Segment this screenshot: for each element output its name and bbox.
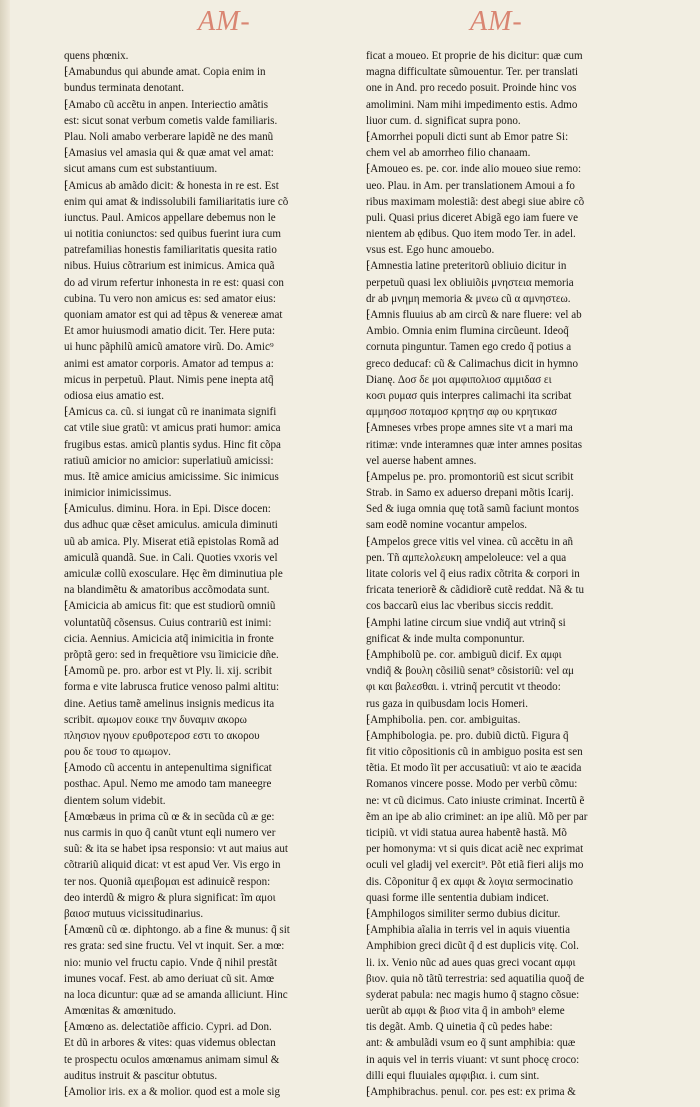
text-line: deo interdũ & migro & plura significat: ĩm αμοι <box>64 891 276 904</box>
text-line: ⁅Amabundus qui abunde amat. Copia enim in <box>64 66 266 79</box>
text-line: πλησιον ηγουν ερυθροτεροσ εστι το ακορου <box>64 729 260 742</box>
text-line: ⁅Amicus ab amãdo dicit: & honesta in re est. Est <box>64 179 279 192</box>
text-line: quoniam amator est qui ad tẽpus & venereæ amat <box>64 309 283 321</box>
text-line: cubina. Tu vero non amicus es: sed amator eius: <box>64 292 277 305</box>
text-line: ueo. Plau. in Am. per translationem Amoui a fo <box>366 179 575 192</box>
text-line: imunes vocaf. Fest. ab amo deriuat cũ sit. Amœ <box>64 972 275 985</box>
text-line: ⁅Amasius vel amasia qui & quæ amat vel amat: <box>64 147 274 160</box>
text-line: one in And. pro recedo posuit. Proinde hinc vos <box>366 82 577 95</box>
text-line: tis degãt. Amb. Q uinetia q̃ cũ pedes habe: <box>366 1021 553 1034</box>
page-gutter <box>0 0 10 1107</box>
text-line: ⁅Amœnũ cũ œ. diphtongo. ab a fine & munus: q̃ sit <box>64 924 290 937</box>
text-line: syderat pabula: nec magis humo q̃ stagno cõsue: <box>366 988 580 1001</box>
text-line: Strab. in Samo ex aduerso drepani mõtis Icarij. <box>366 487 574 500</box>
text-line: ⁅Amphibolia. pen. cor. ambiguitas. <box>366 713 521 726</box>
text-line: frugibus estas. amicũ plantis sydus. Hinc fit cõpa <box>64 438 281 451</box>
text-line: mus. Itẽ amice amicius amicissime. Sic inimicus <box>64 470 279 483</box>
text-line: litate coloris vel q̃ eius radix cõtrita & corpori in <box>366 568 580 580</box>
text-line: ticipiũ. vt vidi statua aurea habentẽ hastã. Mõ <box>366 827 567 839</box>
text-line: inimicior inimicissimus. <box>64 487 172 500</box>
text-line: na blandimẽtu & amatoribus accõmodata sunt. <box>64 584 270 597</box>
text-line: ⁅Amphilogos similiter sermo dubius dicitur. <box>366 907 561 920</box>
text-line: posthac. Apul. Nemo me amodo tam maneegre <box>64 778 272 791</box>
text-line: ⁅Amnis fluuius ab am circũ & nare fluere: vel ab <box>366 309 582 321</box>
text-line: enim qui amat & indissolubili familiaritatis iure cõ <box>64 195 289 208</box>
text-line: dilli equi fluuiales αμφιβια. i. cum sint. <box>366 1069 540 1082</box>
text-line: ⁅Amnestia latine preteritorũ obliuio dicitur in <box>366 260 567 273</box>
text-line: ⁅Amphibia aĩalia in terris vel in aquis viuentia <box>366 924 571 937</box>
text-line: dr ab μνημη memoria & μνεω cũ α αμνηστεω. <box>366 292 571 305</box>
text-line: greco deducaf: cũ & Calimachus dicit in hymno <box>366 357 578 370</box>
text-line: vndiq̃ & βουλη cõsiliũ senat⁹ cõsistoriũ: vel αμ <box>366 665 574 678</box>
text-line: sicut amans cum est substantiuum. <box>64 163 218 176</box>
text-line: nibus. Huius cõtrarium est inimicus. Amica quã <box>64 260 275 273</box>
text-line: cõtrariũ aliquid dicat: vt est apud Ver. Vis ergo in <box>64 859 281 872</box>
text-line: per homonyma: vt si quis dicat aciẽ nec exprimat <box>366 843 584 856</box>
text-line: in aquis vel in terris viuant: vt sunt phocę croco: <box>366 1053 580 1066</box>
text-line: fit vitio cõpositionis cũ in ambiguo posita est sen <box>366 746 583 759</box>
text-line: voluntatũq̃ cõsensus. Cuius contrariũ est inimi: <box>64 616 272 629</box>
text-line: Plau. Noli amabo verberare lapidẽ ne des manũ <box>64 130 274 143</box>
text-line: nio: munio vel fructu capio. Vnde q̃ nihil prestãt <box>64 956 278 969</box>
text-line: ⁅Ampelus pe. pro. promontoriũ est sicut scribit <box>366 470 574 483</box>
text-line: forma e vite labrusca frutice venoso palmi altitu: <box>64 681 280 694</box>
text-line: ⁅Amicus ca. cũ. si iungat cũ re inanimata signifi <box>64 406 277 419</box>
running-head-right: AM- <box>470 6 523 37</box>
text-line: ⁅Amoueo es. pe. cor. inde alio moueo siue remo: <box>366 163 582 176</box>
text-line: cos baccarũ eius lac vberibus siccis reddit. <box>366 600 554 613</box>
text-line: Amphibion greci dicũt q̃ d est duplicis vitę. Col. <box>366 940 579 953</box>
text-line: li. ix. Venio nũc ad aues quas greci vocant αμφι <box>366 956 576 969</box>
text-line: ⁅Amiculus. diminu. Hora. in Epi. Disce docen: <box>64 503 271 516</box>
text-line: sam eodẽ nomine vocantur ampelos. <box>366 519 528 532</box>
text-line: ⁅Amœno as. delectatiõe afficio. Cypri. ad Don. <box>64 1021 272 1034</box>
text-line: κοσι ρυμασ quis interpres calimachi ita scribat <box>366 389 572 402</box>
text-line: quasi forme ille sententia dubiam indicet. <box>366 891 549 904</box>
text-line: βιον. quia nõ tãtũ terrestria: sed aquatilia quoq̃ de <box>366 972 585 985</box>
text-line: magna difficultate sũmouentur. Ter. per translati <box>366 66 579 79</box>
text-line: ⁅Amicicia ab amicus fit: que est studiorũ omniũ <box>64 600 276 613</box>
text-line: ui notitia coniunctos: sed quibus fuerint iura cum <box>64 228 281 241</box>
text-line: suũ: & ita se habet ipsa responsio: vt aut maius aut <box>64 843 288 856</box>
text-line: fricata teneriorẽ & cãdidiorẽ cutẽ reddat. Nã & tu <box>366 584 585 597</box>
text-line: puli. Quasi prius diceret Abigã ego iam fuere ve <box>366 211 578 224</box>
text-line: ribus maximam molestiã: dest abegi siue abire cõ <box>366 195 585 208</box>
text-line: nus carmis in quo q̃ canũt vtunt eqli numero ver <box>64 827 276 839</box>
text-line: ẽm an ipe ab alio criminet: an ipe aliũ. Mõ per par <box>366 810 588 823</box>
text-line: ne: vt cũ dicimus. Cato iniuste criminat. Incertũ ẽ <box>366 794 585 807</box>
text-line: chem vel ab amorrheo filio chanaam. <box>366 147 531 160</box>
text-line: Ambio. Omnia enim flumina circũeunt. Ideoq̃ <box>366 325 569 338</box>
text-line: scribit. αμωμον εοικε την δυναμιν ακορω <box>64 713 247 726</box>
text-line: dine. Aetius tamẽ amelinus insignis medicus ita <box>64 697 275 710</box>
text-line: Et dũ in arbores & vites: quas videmus oblectan <box>64 1037 276 1050</box>
text-line: ⁅Amphibolũ pe. cor. ambiguũ dicif. Ex αμφι <box>366 648 562 661</box>
text-line: vel auerse habent amnes. <box>366 454 477 467</box>
text-line: dus adhuc quæ cẽset amiculus. amicula diminuti <box>64 519 278 532</box>
text-line: ρου δε τουσ το αμωμον. <box>64 746 171 759</box>
text-line: βαιοσ mutuus vicissitudinarius. <box>64 907 204 920</box>
text-line: ter nos. Quoniã αμειβομαι est adinuicẽ respon: <box>64 875 271 888</box>
text-line: Et amor huiusmodi amatio dicit. Ter. Here puta: <box>64 325 276 338</box>
text-line: uerũt ab αμφι & βιοσ vita q̃ in amboh⁹ eleme <box>366 1005 565 1018</box>
text-line: patrefamilias honestis familiaritatis quesita ratio <box>64 244 277 257</box>
text-line: cicia. Aennius. Amicicia atq̃ inimicitia in fronte <box>64 632 274 645</box>
text-line: amolimini. Nam mihi impedimento estis. Admo <box>366 98 578 111</box>
text-line: prõptã gero: sed in frequẽtiore vsu ĩimicicie dñe. <box>64 648 279 661</box>
text-line: micus in perpetuũ. Plaut. Nimis pene inepta atq̃ <box>64 373 274 386</box>
text-line: ⁅Amphibrachus. penul. cor. pes est: ex prima & <box>366 1086 576 1098</box>
text-line: αμμησοσ ποταμοσ κρητησ αφ ου κρητικασ <box>366 406 558 419</box>
text-line: ritimæ: vnde interamnes quæ inter amnes positas <box>366 438 582 451</box>
text-line: gnificat & inde multa componuntur. <box>366 632 525 645</box>
text-column-left <box>64 48 354 1100</box>
text-line: uũ ab amica. Ply. Miserat etiã epistolas Romã ad <box>64 535 279 548</box>
text-line: ⁅Amodo cũ accentu in antepenultima significat <box>64 762 272 775</box>
text-line: ⁅Amabo cũ accẽtu in anpen. Interiectio amãtis <box>64 98 268 111</box>
text-line: cornuta pinguntur. Tamen ego credo q̃ potius a <box>366 341 572 354</box>
text-line: do ad virum refertur inhonesta in re est: quasi con <box>64 276 284 289</box>
text-line: tẽtia. Et modo ĩit per accusatiuũ: vt aio te æacida <box>366 762 582 775</box>
text-line: ⁅Amneses vrbes prope amnes site vt a mari ma <box>366 422 573 435</box>
text-line: pen. Tñ αμπελολευκη ampeloleuce: vel a qua <box>366 551 567 564</box>
text-line: bundus terminata denotant. <box>64 82 184 95</box>
text-line: cat vtile siue gratũ: vt amicus prati humor: amica <box>64 422 281 435</box>
text-line: ratiuũ amicior no amicior: superlatiuũ amicissi: <box>64 454 274 467</box>
text-line: ⁅Ampelos grece vitis vel vinea. cũ accẽtu in añ <box>366 535 574 548</box>
text-line: Dianę. Δοσ δε μοι αμφιπολιοσ αμμιδασ ει <box>366 373 552 386</box>
text-line: ant: & ambulãdi vsum eo q̃ sunt amphibia: quæ <box>366 1037 576 1050</box>
text-line: Amœnitas & amœnitudo. <box>64 1005 176 1018</box>
text-line: est: sicut sonat verbum cometis valde familiaris. <box>64 114 278 127</box>
text-line: oculi vel gladij vel exercit⁹. Põt etiã fieri alijs mo <box>366 859 584 872</box>
text-line: iunctus. Paul. Amicos appellare debemus non le <box>64 211 276 224</box>
text-line: Romanos vincere posse. Modo per verbũ cõmu: <box>366 778 578 791</box>
text-line: dientem solum videbit. <box>64 794 166 807</box>
text-line: na loca dicuntur: quæ ad se amanda alliciunt. Hinc <box>64 988 288 1001</box>
text-column-right <box>366 48 658 1100</box>
text-line: ui hunc pãphilũ amicũ amatore virũ. Do. Amic⁹ <box>64 341 274 354</box>
text-line: Sed & iuga omnia quę totã samũ faciunt montos <box>366 503 579 516</box>
text-line: amiculã quandã. Sue. in Cali. Quoties vxoris vel <box>64 551 278 564</box>
text-line: nientem ab ędibus. Quo item modo Ter. in adel. <box>366 228 576 241</box>
text-line: odiosa eius amatio est. <box>64 389 165 402</box>
text-line: ⁅Amphibologia. pe. pro. dubiũ dictũ. Figura q̃ <box>366 729 569 742</box>
text-line: ⁅Amomũ pe. pro. arbor est vt Ply. li. xij. scribit <box>64 665 272 678</box>
text-line: quens phœnix. <box>64 50 129 62</box>
text-line: perpetuũ quasi lex obliuiõis μνηστεια memoria <box>366 276 574 289</box>
text-line: ⁅Amphi latine circum siue vndiq̃ aut vtrinq̃ si <box>366 616 566 629</box>
text-line: ⁅Amœbæus in prima cũ œ & in secũda cũ æ ge: <box>64 810 275 823</box>
text-line: amiculæ collũ exosculare. Hęc ẽm diminutiua ple <box>64 568 283 580</box>
text-line: ⁅Amolior iris. ex a & molior. quod est a mole sig <box>64 1086 281 1098</box>
text-line: rus gaza in quibusdam locis Homeri. <box>366 697 528 710</box>
text-line: dis. Cõponitur q̃ ex αμφι & λογια sermocinatio <box>366 875 573 888</box>
running-head-left: AM- <box>198 6 251 37</box>
text-line: liuor cum. d. significat supra pono. <box>366 114 521 127</box>
text-line: ⁅Amorrhei populi dicti sunt ab Emor patre Si: <box>366 130 569 143</box>
text-line: φι και βαλεσθαι. i. vtrinq̃ percutit vt theodo: <box>366 681 561 694</box>
text-line: auditus instruit & pascitur obtutus. <box>64 1069 218 1082</box>
text-line: ficat a moueo. Et proprie de his dicitur: quæ cum <box>366 50 583 62</box>
text-line: res grata: sed sine fructu. Vel vt inquit. Ser. a mœ: <box>64 940 285 953</box>
text-line: vsus est. Ego hunc amouebo. <box>366 244 495 257</box>
text-line: animi est amator corporis. Amator ad tempus a: <box>64 357 274 370</box>
text-line: te prospectu oculos amœnamus animam simul & <box>64 1053 280 1066</box>
